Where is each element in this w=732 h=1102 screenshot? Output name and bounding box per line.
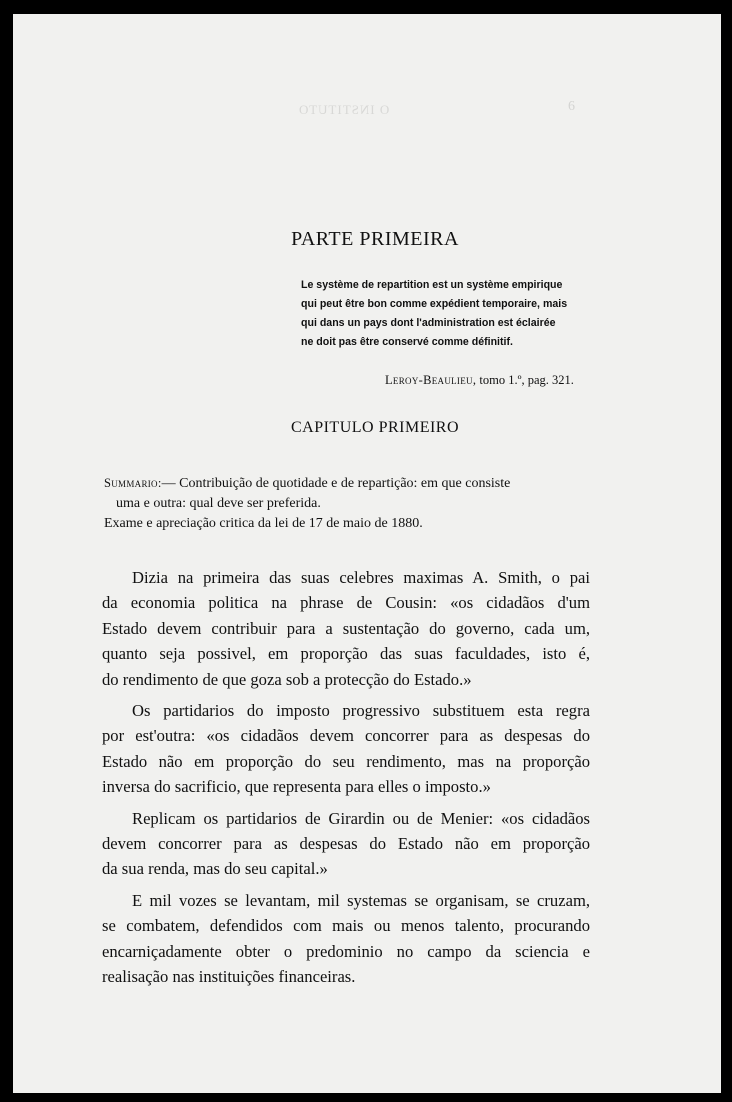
text-line: devem concorrer para as despesas do Estado não em proporção (102, 834, 590, 854)
text-line: Replicam os partidarios de Girardin ou de Menier: «os cidadãos (132, 808, 590, 828)
summary-line: Exame e apreciação critica da lei de 17 de maio de 1880. (104, 516, 423, 531)
text-line: realisação nas instituições financeiras. (102, 967, 356, 987)
part-title: PARTE PRIMEIRA (291, 228, 459, 250)
summary-line (104, 473, 592, 494)
epigraph-attribution (385, 373, 574, 388)
body-text (102, 565, 590, 990)
text-line: da economia politica na phrase de Cousin: «os cidadãos d'um (102, 593, 590, 613)
summary-label: Summario: (104, 476, 162, 490)
paragraph (102, 698, 590, 800)
text-line: quanto seja possivel, em proporção das suas faculdades, isto é, (102, 644, 590, 664)
text-line: Estado devem contribuir para a sustentação do governo, cada um, (102, 618, 590, 638)
epigraph-line: ne doit pas être conservé comme définitif. (301, 336, 513, 348)
text-line: E mil vozes se levantam, mil systemas se organisam, se cruzam, (132, 890, 590, 910)
paragraph (102, 888, 590, 990)
text-line: Os partidarios do imposto progressivo substituem esta regra (132, 701, 590, 721)
text-line: por est'outra: «os cidadãos devem concorrer para as despesas do (102, 726, 590, 746)
epigraph-author: Leroy-Beaulieu, (385, 373, 477, 387)
chapter-title: CAPITULO PRIMEIRO (290, 419, 460, 436)
paragraph (102, 806, 590, 882)
summary-text: — Contribuição de quotidade e de repartição: em que consiste (161, 476, 511, 491)
text-line: Dizia na primeira das suas celebres maximas A. Smith, o pai (132, 568, 590, 587)
text-line: se combatem, defendidos com mais ou menos talento, procurando (102, 916, 590, 936)
chapter-summary (104, 473, 592, 534)
bleed-through-header: O INSTITUTO (298, 102, 390, 117)
text-line: Estado não em proporção do seu rendimento, mas na proporção (102, 751, 590, 771)
text-line: inversa do sacrificio, que representa para elles o imposto.» (102, 777, 491, 797)
book-page (13, 14, 721, 1093)
summary-line: uma e outra: qual deve ser preferida. (116, 496, 321, 511)
text-line: encarniçadamente obter o predominio no campo da sciencia e (102, 941, 590, 961)
text-line: do rendimento de que goza sob a protecção do Estado.» (102, 669, 472, 689)
text-line: da sua renda, mas do seu capital.» (102, 859, 328, 879)
epigraph-source: tomo 1.º, pag. 321. (479, 373, 574, 387)
epigraph-line: qui dans un pays dont l'administration est éclairée (301, 317, 556, 329)
epigraph-line: qui peut être bon comme expédient temporaire, mais (301, 298, 568, 310)
epigraph-line: Le système de repartition est un système empirique (301, 279, 563, 291)
paragraph (102, 565, 590, 692)
bleed-through-page-number: 6 (568, 99, 575, 114)
epigraph (301, 276, 586, 352)
